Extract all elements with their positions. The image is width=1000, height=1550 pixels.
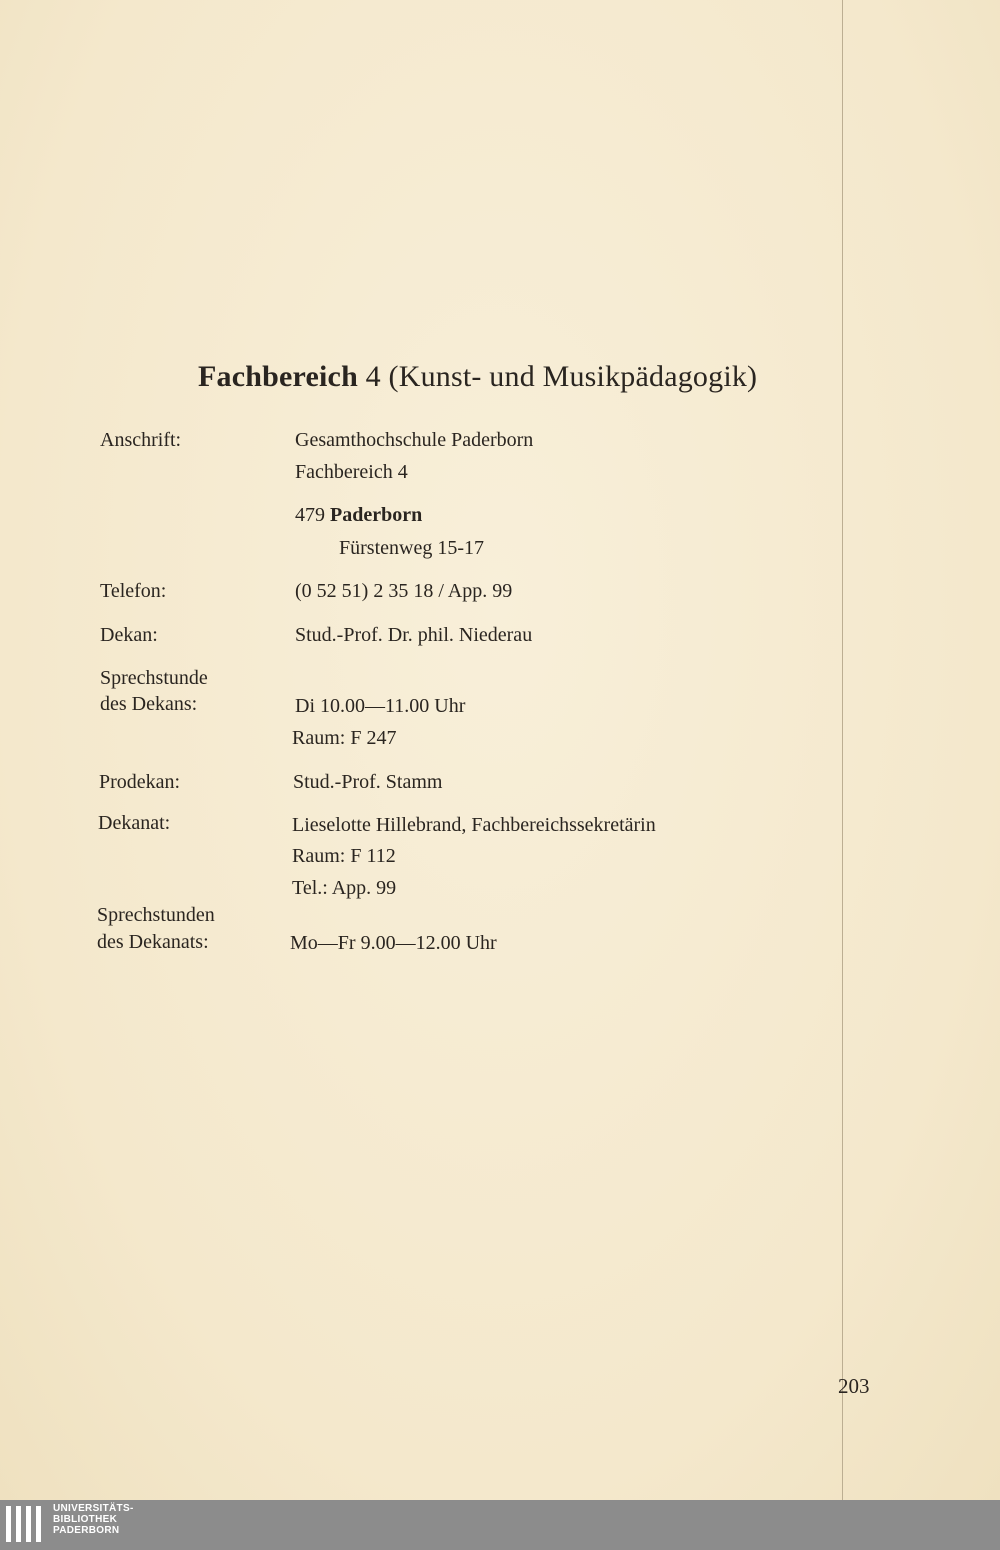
label-sprechstunde-line2: des Dekans: [100,693,198,715]
city-name: Paderborn [330,504,423,526]
value-sprechstunde-raum: Raum: F 247 [292,727,397,749]
label-sprechstunde-line1: Sprechstunde [100,667,208,689]
label-telefon: Telefon: [100,580,167,602]
logo-line3: PADERBORN [53,1525,120,1536]
label-dekanat: Dekanat: [98,812,171,834]
library-footer-bar [0,1500,1000,1550]
logo-line2: BIBLIOTHEK [53,1514,118,1525]
value-anschrift-street: Fürstenweg 15-17 [339,537,484,559]
logo-line1: UNIVERSITÄTS- [53,1503,134,1514]
library-logo-text [53,1503,134,1536]
zip-code: 479 [295,504,325,526]
value-anschrift-line2: Fachbereich 4 [295,461,408,483]
value-dekan: Stud.-Prof. Dr. phil. Niederau [295,624,533,646]
value-sprechstunde: Di 10.00—11.00 Uhr [295,695,466,717]
page-fold-line [842,0,843,1500]
title-bold: Fachbereich [198,360,358,393]
label-dekan: Dekan: [100,624,158,646]
value-dekanat-tel: Tel.: App. 99 [292,877,397,899]
label-anschrift: Anschrift: [100,429,182,451]
label-sprechstunden-line1: Sprechstunden [97,904,215,926]
value-dekanat: Lieselotte Hillebrand, Fachbereichssekretärin [292,814,656,836]
label-prodekan: Prodekan: [99,771,181,793]
value-prodekan: Stud.-Prof. Stamm [293,771,443,793]
value-dekanat-raum: Raum: F 112 [292,845,396,867]
title-rest: 4 (Kunst- und Musikpädagogik) [357,360,758,393]
label-sprechstunden-line2: des Dekanats: [97,931,209,953]
value-telefon: (0 52 51) 2 35 18 / App. 99 [295,580,513,602]
page-title [198,360,757,394]
value-sprechstunden: Mo—Fr 9.00—12.00 Uhr [290,932,497,954]
page-number: 203 [838,1374,870,1398]
value-anschrift-city-line [295,503,422,527]
value-anschrift-line1: Gesamthochschule Paderborn [295,429,534,451]
